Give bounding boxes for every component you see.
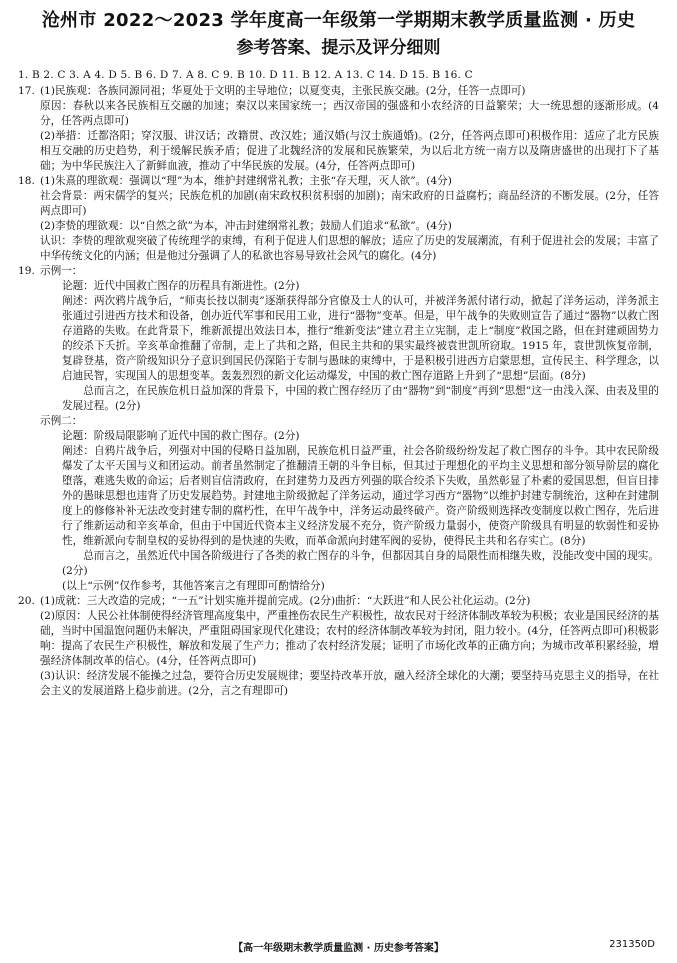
question-17 [18, 84, 659, 174]
answer-paragraph: 原因：春秋以来各民族相互交融的加速；秦汉以来国家统一；西汉帝国的强盛和小农经济的日益繁荣；大一统思想的逐渐形成。(4分，任答两点即可) [40, 100, 659, 127]
question-20 [18, 594, 659, 699]
question-number: 17. [18, 85, 35, 97]
answer-paragraph: (2)李贽的理欲观：以“自然之欲”为本，冲击封建纲常礼教；鼓励人们追求“私欲”。(4分) [40, 220, 452, 232]
answer-paragraph: 社会背景：两宋儒学的复兴；民族危机的加剧(南宋政权积贫积弱的加剧)；南宋政府的日益腐朽；商品经济的不断发展。(2分，任答两点即可) [40, 190, 659, 217]
answer-paragraph: (2)原因：人民公社体制使得经济管理高度集中，严重挫伤农民生产积极性，故农民对于经济体制改革较为积极；农业是国民经济的基础，当时中国温饱问题仍未解决，严重阻碍国家现代化建设；农村的经济体制改革较为封闭，阻力较小。(4分，任答两点即可)积极影响：提高了农民生产积极性，解放和发展了生产力；推动了农村经济发展；证明了市场化改革的正确方向；为城市改革积累经验，增强经济体制改革的信心。(4分，任答两点即可) [40, 610, 659, 667]
example-summary: 总而言之，虽然近代中国各阶级进行了各类的救亡图存的斗争，但都因其自身的局限性而相继失败，没能改变中国的现实。(2分) [62, 550, 659, 577]
example-thesis: 论题：阶级局限影响了近代中国的救亡图存。(2分) [62, 430, 300, 442]
page-footer [0, 939, 677, 955]
answer-paragraph: (2)举措：迁都洛阳；穿汉服、讲汉话；改籍贯、改汉姓；通汉婚(与汉士族通婚)。(2分，任答两点即可)积极作用：适应了北方民族相互交融的历史趋势，利于缓解民族矛盾；促进了北魏经济的发展和民族繁荣，为以后北方统一南方以及隋唐盛世的出现打下了基础；为中华民族注入了新鲜血液，推动了中华民族的发展。(4分，任答两点即可) [40, 130, 659, 172]
answer-paragraph: 认识：李贽的理欲观突破了传统理学的束缚，有利于促进人们思想的解放；适应了历史的发展潮流，有利于促进社会的发展；丰富了中华传统文化的内涵；但是他过分强调了人的私欲也容易导致社会风气的腐化。(4分) [40, 235, 659, 262]
question-number: 19. [18, 265, 35, 277]
example-label: 示例一： [40, 265, 83, 277]
multiple-choice-answers: 1. B 2. C 3. A 4. D 5. B 6. D 7. A 8. C 9. B 10. D 11. B 12. A 13. C 14. D 15. B 16. C [18, 69, 473, 81]
answer-paragraph: (1)民族观：各族同源同祖；华夏处于文明的主导地位；以夏变夷，主张民族交融。(2分，任答一点即可) [40, 85, 526, 97]
answer-paragraph: (3)认识：经济发展不能操之过急，要符合历史发展规律；要坚持改革开放，融入经济全球化的大潮；要坚持马克思主义的指导，在社会主义的发展道路上稳步前进。(2分，言之有理即可) [40, 670, 659, 697]
question-number: 18. [18, 175, 35, 187]
example-thesis: 论题：近代中国救亡图存的历程具有渐进性。(2分) [62, 280, 300, 292]
answer-paragraph: (1)成就：三大改造的完成；“一五”计划实施并提前完成。(2分)曲折：“大跃进”和人民公社化运动。(2分) [40, 595, 531, 607]
example-argument: 阐述：两次鸦片战争后，“师夷长技以制夷”逐渐获得部分官僚及士人的认可，并被洋务派付诸行动，掀起了洋务运动，洋务派主张通过引进西方技术和设备，创办近代军事和民用工业，进行“器物”变革。但是，甲午战争的失败则宣告了通过“器物”以救亡图存道路的失败。在此背景下，维新派提出效法日本，推行“维新变法”建立君主立宪制，走上“制度”救国之路，但在封建顽固势力的绞杀下夭折。辛亥革命推翻了帝制，走上了共和之路，但民主共和的果实最终被袁世凯所窃取。1915 年，袁世凯恢复帝制，复辟登基，资产阶级知识分子意识到国民仍深陷于专制与愚昧的束缚中，于是积极引进西方启蒙思想，宣传民主、科学理念，以启迪民智，实现国人的思想变革。轰轰烈烈的新文化运动爆发，中国的救亡图存道路上升到了“思想”层面。(8分) [62, 295, 659, 382]
document-code: 231350D [609, 939, 655, 950]
page-title: 沧州市 2022～2023 学年度高一年级第一学期期末教学质量监测 · 历史 [41, 10, 636, 31]
example-summary: 总而言之，在民族危机日益加深的背景下，中国的救亡图存经历了由“器物”到“制度”再到“思想”这一由浅入深、由表及里的发展过程。(2分) [62, 385, 659, 412]
page-subtitle: 参考答案、提示及评分细则 [236, 38, 441, 58]
scoring-note: (以上“示例”仅作参考，其他答案言之有理即可酌情给分) [62, 580, 325, 592]
example-label: 示例二： [40, 415, 83, 427]
question-18 [18, 174, 659, 264]
example-argument: 阐述：自鸦片战争后，列强对中国的侵略日益加剧，民族危机日益严重，社会各阶级纷纷发起了救亡图存的斗争。其中农民阶级爆发了太平天国与义和团运动。前者虽然制定了推翻清王朝的斗争目标，但其过于理想化的平均主义思想和部分领导阶层的腐化堕落，难逃失败的命运；后者则盲信清政府，在封建势力及西方列强的联合绞杀下失败，虽然彰显了朴素的爱国思想，但盲目排外的愚昧思想也违背了历史发展趋势。封建地主阶级掀起了洋务运动，通过学习西方“器物”以维护封建专制统治，这种在封建制度上的修修补补无法改变封建专制的腐朽性，在甲午战争中，洋务运动最终破产。资产阶级则选择改变制度以救亡图存，先后进行了维新运动和辛亥革命，但由于中国近代资本主义经济发展不充分，资产阶级力量弱小，使资产阶级具有明显的软弱性和妥协性，维新派向专制皇权的妥协得到的是快速的失败，而革命派向封建军阀的妥协，使得民主共和名存实亡。(8分) [62, 445, 659, 547]
footer-title: 【高一年级期末教学质量监测 · 历史参考答案】 [233, 943, 444, 954]
question-19 [18, 264, 659, 594]
question-number: 20. [18, 595, 35, 607]
answer-paragraph: (1)朱熹的理欲观：强调以“理”为本，维护封建纲常礼教；主张“存天理，灭人欲”。(4分) [40, 175, 452, 187]
